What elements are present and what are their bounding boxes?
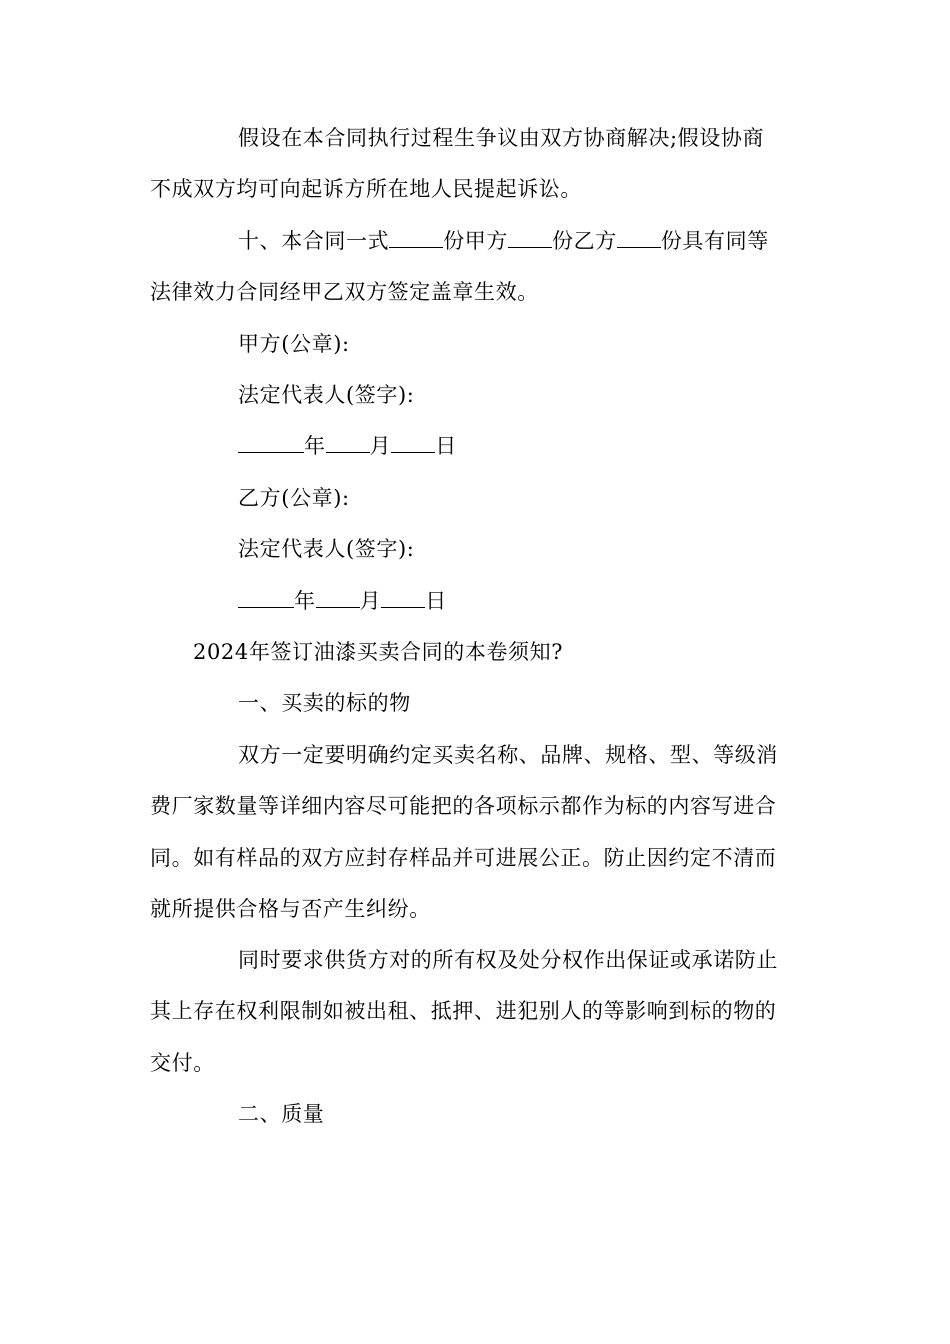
blank-line <box>238 432 304 453</box>
paragraph-line: 同。如有样品的双方应封存样品并可进展公正。防止因约定不清而 <box>150 846 777 870</box>
clause-text: 份乙方 <box>552 229 617 253</box>
blank-line <box>381 587 425 608</box>
paragraph-line: 其上存在权利限制如被出租、抵押、进犯别人的等影响到标的物的 <box>150 999 777 1023</box>
party-a-representative: 法定代表人(签字): <box>238 383 415 407</box>
paragraph-line: 就所提供合格与否产生纠纷。 <box>150 897 431 921</box>
date-year-label: 年 <box>304 434 326 458</box>
date-day-label: 日 <box>435 434 457 458</box>
date-month-label: 月 <box>359 589 382 613</box>
paragraph-line: 费厂家数量等详细内容尽可能把的各项标示都作为标的内容写进合 <box>150 794 777 818</box>
blank-line <box>389 227 443 248</box>
party-b-seal: 乙方(公章): <box>238 486 350 510</box>
paragraph-line: 假设在本合同执行过程生争议由双方协商解决;假设协商 <box>238 126 765 150</box>
blank-line <box>316 587 360 608</box>
date-year-label: 年 <box>294 589 316 613</box>
section-heading: 2024年签订油漆买卖合同的本卷须知? <box>193 640 564 664</box>
paragraph-line: 双方一定要明确约定买卖名称、品牌、规格、型、等级消 <box>238 743 778 767</box>
date-month-label: 月 <box>369 434 392 458</box>
subsection-title: 一、买卖的标的物 <box>238 691 411 715</box>
clause-text: 份甲方 <box>443 229 509 253</box>
clause-text: 十、本合同一式 <box>238 229 390 253</box>
paragraph-line: 法律效力合同经甲乙双方签定盖章生效。 <box>150 280 539 304</box>
blank-line <box>238 587 294 608</box>
date-day-label: 日 <box>425 589 447 613</box>
subsection-title: 二、质量 <box>238 1102 325 1126</box>
blank-line <box>326 432 370 453</box>
party-a-seal: 甲方(公章): <box>238 332 350 356</box>
copies-clause-line <box>238 227 769 255</box>
party-a-date <box>238 432 457 460</box>
clause-text: 份具有同等 <box>660 229 769 253</box>
blank-line <box>508 227 552 248</box>
paragraph-line: 交付。 <box>150 1051 215 1075</box>
paragraph-line: 不成双方均可向起诉方所在地人民提起诉讼。 <box>150 177 582 201</box>
paragraph-line: 同时要求供货方对的所有权及处分权作出保证或承诺防止 <box>238 948 778 972</box>
party-b-representative: 法定代表人(签字): <box>238 537 415 561</box>
party-b-date <box>238 587 447 615</box>
blank-line <box>391 432 435 453</box>
blank-line <box>617 227 661 248</box>
